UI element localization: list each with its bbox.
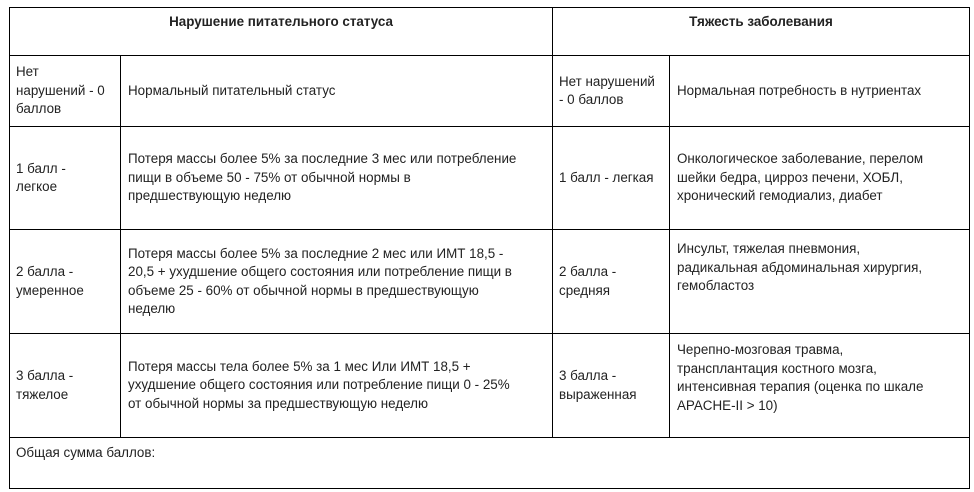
row3-severity-description: Инсульт, тяжелая пневмония, радикальная абдоминальная хирургия, гемобластоз	[677, 241, 923, 293]
row3-severity-score: 2 балла - средняя	[559, 264, 617, 298]
row1-nutrition-description: Нормальный питательный статус	[128, 82, 336, 98]
table-border-bottom	[9, 488, 970, 489]
row3-nutrition-score: 2 балла - умеренное	[16, 264, 84, 298]
row4-severity-description: Черепно-мозговая травма, трансплантация костного мозга, интенсивная терапия (оценка по шкале APACHE-II > 10)	[677, 342, 924, 413]
total-score-label: Общая сумма баллов:	[16, 445, 156, 460]
table-border-col1	[120, 55, 121, 438]
table-border-middle	[552, 7, 553, 438]
table-border-right	[969, 7, 970, 489]
header-nutrition-status: Нарушение питательного статуса	[169, 14, 393, 30]
table-border-left	[9, 7, 10, 489]
row1-nutrition-score: Нет нарушений - 0 баллов	[16, 64, 105, 117]
table-border-col3	[669, 55, 670, 438]
row2-nutrition-score: 1 балл - легкое	[16, 160, 66, 194]
row4-nutrition-score: 3 балла - тяжелое	[16, 368, 74, 402]
row3-nutrition-description: Потеря массы более 5% за последние 2 мес или ИМТ 18,5 - 20,5 + ухудшение общего состояния или потребление пищи в объеме 25 - 60% от обычной нормы в предшествующую неделю	[128, 245, 512, 316]
table-border-row4-bottom	[9, 437, 970, 438]
header-disease-severity: Тяжесть заболевания	[689, 14, 833, 30]
row2-severity-description: Онкологическое заболевание, перелом шейки бедра, цирроз печени, ХОБЛ, хронический гемодиализ, диабет	[677, 151, 924, 204]
row1-severity-description: Нормальная потребность в нутриентах	[677, 82, 922, 98]
row4-severity-score: 3 балла - выраженная	[559, 368, 637, 402]
row2-severity-score: 1 балл - легкая	[559, 169, 654, 185]
row2-nutrition-description: Потеря массы более 5% за последние 3 мес или потребление пищи в объеме 50 - 75% от обычной нормы в предшествующую неделю	[128, 151, 517, 204]
row4-nutrition-description: Потеря массы тела более 5% за 1 мес Или ИМТ 18,5 + ухудшение общего состояния или потребление пищи 0 - 25% от обычной нормы за предшествующую неделю	[128, 358, 510, 411]
row1-severity-score: Нет нарушений - 0 баллов	[559, 73, 655, 107]
